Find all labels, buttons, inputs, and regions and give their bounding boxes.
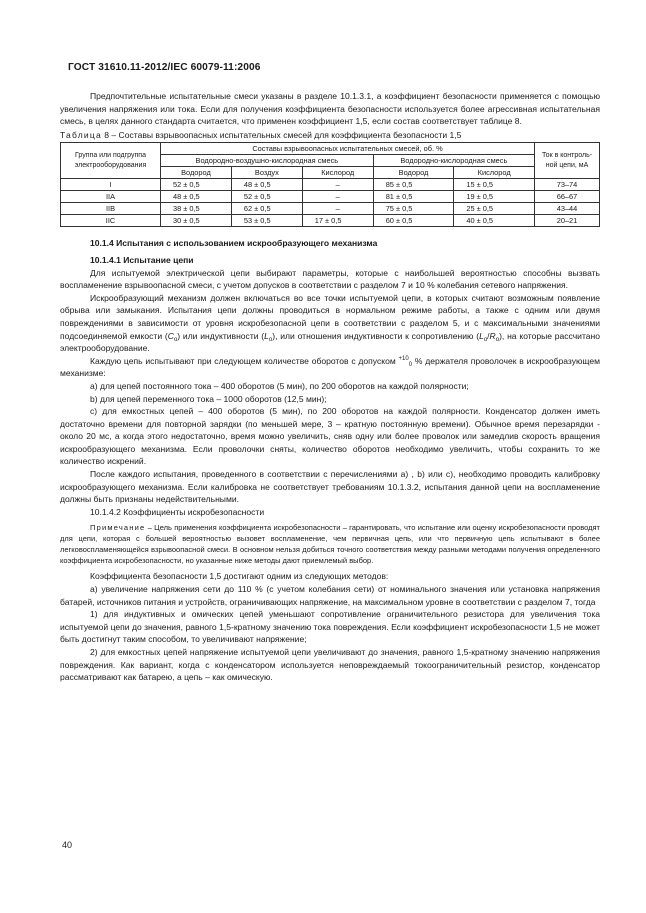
paragraph: а) увеличение напряжения сети до 110 % (с учетом колебания сети) от номинального значения или установка напряжения батарей, источников питания и устройств, ограничивающих напряжение, на максимальном уровне в соответствии с разделом 7, тогда — [60, 584, 600, 607]
note — [60, 522, 600, 566]
paragraph: Для испытуемой электрической цепи выбирают параметры, которые с наибольшей вероятностью способны вызвать воспламенение взрывоопасной смеси, с учетом допусков в соответствии с разделом 7 и 10 % колебания сетевого напряжения. — [60, 267, 600, 291]
table-caption-text: 8 – Составы взрывоопасных испытательных смесей для коэффициента безопасности 1,5 — [101, 129, 462, 140]
mixtures-table — [60, 142, 600, 227]
table-cell: 20–21 — [535, 215, 600, 227]
col-header-mix-a: Водородно-воздушно-кислородная смесь — [161, 155, 374, 167]
table-row — [61, 191, 600, 203]
table-cell: 48 ± 0,5 — [231, 179, 302, 191]
table-cell: 17 ± 0,5 — [302, 215, 373, 227]
subscript: o — [268, 336, 273, 343]
paragraph-parameters — [60, 292, 600, 355]
section-heading-10-1-4: 10.1.4 Испытания с использованием искрообразующего механизма — [90, 238, 378, 249]
subscript: o — [173, 336, 178, 343]
table-cell: 81 ± 0,5 — [373, 191, 454, 203]
col-header-mix: Составы взрывоопасных испытательных смесей, об. % — [161, 143, 535, 155]
text-fragment: ), на которые рассчитано электрооборудование. — [60, 330, 601, 354]
table-cell: 66–67 — [535, 191, 600, 203]
text-fragment: Каждую цепь испытывают при следующем количестве оборотов с допуском — [90, 355, 399, 366]
table-cell: 43–44 — [535, 203, 600, 215]
list-item-a: а) для цепей постоянного тока – 400 оборотов (5 мин), по 200 оборотов на каждой полярности; — [90, 380, 469, 391]
table-caption — [60, 129, 600, 142]
note-label: Примечание — [90, 523, 146, 533]
table-cell: – — [302, 203, 373, 215]
paragraph: 2) для емкостных цепей напряжение испытуемой цепи увеличивают до значения, равного 1,5-кратному значению напряжения повреждения. Как вариант, когда с конденсатором используется неповреждаемый токоограничительный резистор, конденсатор рассматривают как батарею, а цепь – как омическую. — [60, 647, 600, 683]
table-cell: 85 ± 0,5 — [373, 179, 454, 191]
table-row — [61, 203, 600, 215]
paragraph-revolutions — [60, 355, 600, 380]
table-cell: 30 ± 0,5 — [161, 215, 232, 227]
table-cell: 53 ± 0,5 — [231, 215, 302, 227]
sub-header-oxygen: Кислород — [302, 167, 373, 179]
subscript: o — [495, 336, 500, 343]
table-cell: 40 ± 0,5 — [454, 215, 535, 227]
text-fragment: ) или индуктивности ( — [177, 330, 265, 341]
list-item-c: с) для емкостных цепей – 400 оборотов (5 мин), по 200 оборотов на каждой полярности. Конденсатор должен иметь достаточно времени для повторной зарядки (по меньшей мере, 3 – кратную постоянную времени). Обычное время перезарядки - около 20 мс, а когда этого недостаточно, время можно увеличить, сняв одну или более проволок или замедлив скорость вращения искрообразующего механизма. Если проволочки сняты, количество оборотов необходимо увеличить, чтобы сохранить то же количество искрений. — [60, 406, 600, 467]
symbol-resistance: R — [489, 330, 496, 341]
table-row — [61, 215, 600, 227]
sub-header-oxygen: Кислород — [454, 167, 535, 179]
symbol-inductance: L — [479, 330, 484, 341]
table-cell: 15 ± 0,5 — [454, 179, 535, 191]
table-cell: – — [302, 179, 373, 191]
table-cell: 25 ± 0,5 — [454, 203, 535, 215]
table-caption-prefix: Таблица — [60, 129, 102, 140]
document-header: ГОСТ 31610.11-2012/IEC 60079-11:2006 — [68, 62, 261, 73]
text-fragment: Искрообразующий механизм должен включаться во все точки испытуемой цепи, в которых считают возможным появление обрыва или замыкания. Испытания цепи должны проводиться в нормальном режиме работы, а также с одним или двумя повреждениями в зависимости от уровня искробезопасной цепи в соответствии с разделом 5, и с максимальными значениями подсоединяемой емкости ( — [60, 292, 600, 341]
table-cell: – — [302, 191, 373, 203]
symbol-inductance: L — [264, 330, 269, 341]
table-row — [61, 179, 600, 191]
table-cell: 52 ± 0,5 — [231, 191, 302, 203]
list-item-b: b) для цепей переменного тока – 1000 оборотов (12,5 мин); — [90, 393, 327, 404]
subscript: o — [483, 336, 488, 343]
text-fragment: % держателя проволочек в искрообразующем механизме: — [60, 355, 600, 379]
symbol-capacitance: C — [167, 330, 174, 341]
paragraph: После каждого испытания, проведенного в соответствии с перечислениями а) , b) или с), необходимо проводить калибровку искрообразующего механизма. Если калибровка не соответствует требованиям 10.1.3.2, испытания данной цепи на воспламенение должны быть признаны недействительными. — [60, 469, 600, 505]
sub-header-hydrogen: Водород — [161, 167, 232, 179]
paragraph: Коэффициента безопасности 1,5 достигают одним из следующих методов: — [90, 571, 389, 582]
page-number: 40 — [62, 840, 73, 850]
table-cell: 38 ± 0,5 — [161, 203, 232, 215]
table-cell: 52 ± 0,5 — [161, 179, 232, 191]
table-cell: IIA — [61, 191, 161, 203]
table-cell: 19 ± 0,5 — [454, 191, 535, 203]
superscript: +10 — [398, 355, 409, 362]
section-heading-10-1-4-2: 10.1.4.2 Коэффициенты искробезопасности — [90, 506, 265, 517]
table-cell: 73–74 — [535, 179, 600, 191]
table-cell: 48 ± 0,5 — [161, 191, 232, 203]
paragraph: 1) для индуктивных и омических цепей уменьшают сопротивление ограничительного резистора для увеличения тока испытуемой цепи до значения, равного 1,5-кратному значению тока повреждения. Если коэффициент искробезопасности 1,5 не может быть достигнут таким способом, то увеличивают напряжение; — [60, 609, 600, 645]
table-cell: 62 ± 0,5 — [231, 203, 302, 215]
note-text: – Цель применения коэффициента искробезопасности – гарантировать, что испытание или оценку искробезопасности проводят для цепи, которая с большей вероятностью вызовет воспламенение, чем первичная цепь, или что первичную цепь испытывают в более легковоспламеняющейся взрывоопасной смеси. В основном нельзя добиться точного соответствия между разными методами получения определенного коэффициента искробезопасности, но указанные ниже методы дают приемлемый выбор. — [60, 523, 600, 566]
table-cell: 60 ± 0,5 — [373, 215, 454, 227]
table-cell: IIB — [61, 203, 161, 215]
text-fragment: / — [487, 330, 490, 341]
col-header-mix-b: Водородно-кислородная смесь — [373, 155, 534, 167]
text-fragment: ), или отношения индуктивности к сопротивлению ( — [272, 330, 480, 341]
table-cell: I — [61, 179, 161, 191]
col-header-current: Ток в контроль-ной цепи, мА — [535, 143, 600, 179]
section-heading-10-1-4-1: 10.1.4.1 Испытание цепи — [90, 254, 194, 265]
sub-header-hydrogen: Водород — [373, 167, 454, 179]
table-cell: IIC — [61, 215, 161, 227]
intro-paragraph: Предпочтительные испытательные смеси указаны в разделе 10.1.3.1, а коэффициент безопасности применяется с помощью увеличения напряжения или тока. Если для получения коэффициента безопасности используется более агрессивная испытательная смесь, в целях данного стандарта считается, что применен коэффициент 1,5, если состав соответствует таблице 8. — [60, 91, 600, 127]
document-body — [60, 90, 600, 684]
table-cell: 75 ± 0,5 — [373, 203, 454, 215]
subscript: 0 — [408, 361, 413, 368]
sub-header-air: Воздух — [231, 167, 302, 179]
col-header-group: Группа или подгруппа электрооборудования — [61, 143, 161, 179]
